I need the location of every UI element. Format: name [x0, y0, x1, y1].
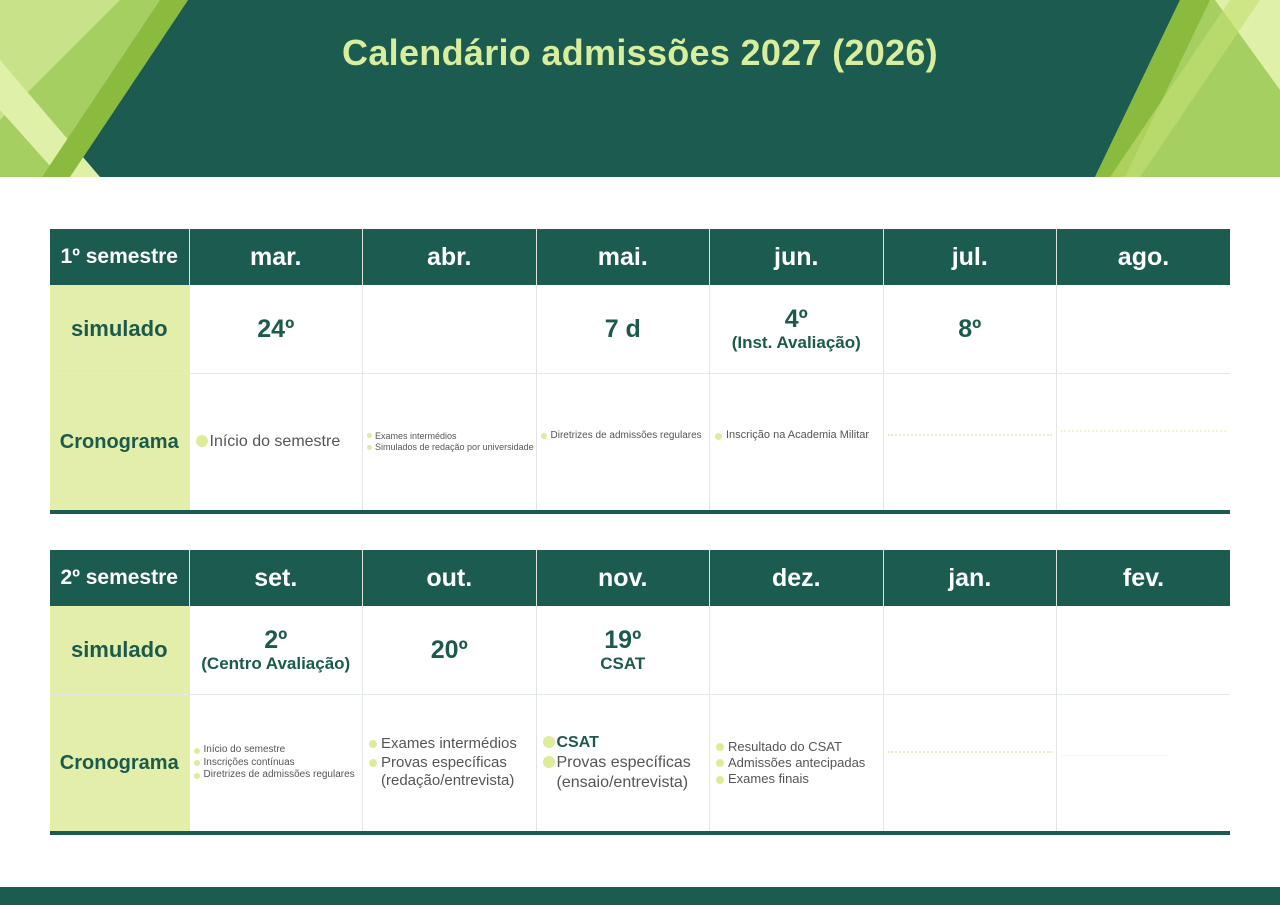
simulado-cell	[883, 285, 1057, 374]
semester2-cronograma-row	[50, 695, 1230, 834]
faint-line	[1061, 755, 1170, 756]
cronograma-cell	[536, 695, 710, 834]
cronograma-cell-empty	[883, 374, 1057, 513]
simulado-cell	[710, 285, 884, 374]
month-header: mai.	[536, 229, 710, 285]
simulado-label: simulado	[50, 285, 189, 374]
simulado-cell	[189, 285, 363, 374]
simulado-day: 7 d	[604, 315, 641, 343]
list-item: Resultado do CSAT	[714, 739, 883, 755]
semester2-table	[50, 550, 1230, 835]
month-header: mar.	[189, 229, 363, 285]
simulado-cell	[1057, 606, 1231, 695]
semester1-header-row	[50, 229, 1230, 285]
cronograma-cell	[536, 374, 710, 513]
faint-line	[888, 751, 1053, 753]
list-item: CSAT	[541, 733, 710, 753]
semester2-header-row	[50, 550, 1230, 606]
semester2-simulado-row	[50, 606, 1230, 695]
semester1-table	[50, 229, 1230, 514]
simulado-cell	[363, 606, 537, 695]
simulado-label: simulado	[50, 606, 189, 695]
semester1-simulado-row	[50, 285, 1230, 374]
simulado-cell	[536, 285, 710, 374]
list-item: Início do semestre	[194, 744, 363, 757]
list-item: Exames finais	[714, 771, 883, 787]
simulado-cell	[1057, 285, 1231, 374]
simulado-day: 19º	[604, 626, 642, 654]
faint-line	[888, 434, 1053, 436]
cronograma-cell-empty	[883, 695, 1057, 834]
month-header: out.	[363, 550, 537, 606]
simulado-note: (Centro Avaliação)	[201, 654, 351, 673]
cronograma-cell	[710, 695, 884, 834]
list-item: Início do semestre	[194, 432, 363, 452]
cronograma-cell	[189, 695, 363, 834]
simulado-day: 24º	[257, 315, 295, 343]
month-header: ago.	[1057, 229, 1231, 285]
simulado-cell	[189, 606, 363, 695]
month-header: jan.	[883, 550, 1057, 606]
list-item: Exames intermédios	[367, 735, 536, 754]
simulado-note: (Inst. Avaliação)	[731, 333, 861, 352]
simulado-note: CSAT	[600, 654, 646, 673]
cronograma-cell	[363, 374, 537, 513]
cronograma-label: Cronograma	[50, 374, 189, 513]
list-item: Exames intermédios	[367, 431, 536, 442]
list-item: Diretrizes de admissões regulares	[194, 769, 363, 782]
simulado-day: 2º	[264, 626, 288, 654]
semester1-cronograma-row	[50, 374, 1230, 513]
simulado-day: 4º	[784, 305, 808, 333]
cronograma-cell-empty	[1057, 374, 1231, 513]
page-title: Calendário admissões 2027 (2026)	[342, 32, 938, 73]
month-header: fev.	[1057, 550, 1231, 606]
decorative-diagonals	[0, 0, 1280, 177]
simulado-cell	[363, 285, 537, 374]
footer-bar	[0, 887, 1280, 905]
month-header: abr.	[363, 229, 537, 285]
simulado-day: 8º	[958, 315, 982, 343]
list-item: Provas específicas (redação/entrevista)	[367, 754, 536, 792]
list-item: Simulados de redação por universidade	[367, 442, 536, 453]
semester2-label: 2º semestre	[50, 550, 189, 606]
cronograma-label: Cronograma	[50, 695, 189, 834]
month-header: set.	[189, 550, 363, 606]
faint-line	[1061, 430, 1226, 432]
cronograma-cell	[189, 374, 363, 513]
simulado-cell	[710, 606, 884, 695]
cronograma-cell	[710, 374, 884, 513]
list-item: Inscrições contínuas	[194, 757, 363, 770]
list-item: Provas específicas (ensaio/entrevista)	[541, 753, 710, 793]
simulado-cell	[883, 606, 1057, 695]
month-header: jul.	[883, 229, 1057, 285]
list-item: Admissões antecipadas	[714, 755, 883, 771]
cronograma-cell-empty	[1057, 695, 1231, 834]
header-banner	[0, 0, 1280, 177]
simulado-cell	[536, 606, 710, 695]
month-header: jun.	[710, 229, 884, 285]
list-item: Inscrição na Academia Militar	[714, 429, 883, 443]
cronograma-cell	[363, 695, 537, 834]
list-item: Diretrizes de admissões regulares	[541, 430, 710, 443]
month-header: nov.	[536, 550, 710, 606]
month-header: dez.	[710, 550, 884, 606]
semester1-label: 1º semestre	[50, 229, 189, 285]
simulado-day: 20º	[430, 636, 468, 664]
